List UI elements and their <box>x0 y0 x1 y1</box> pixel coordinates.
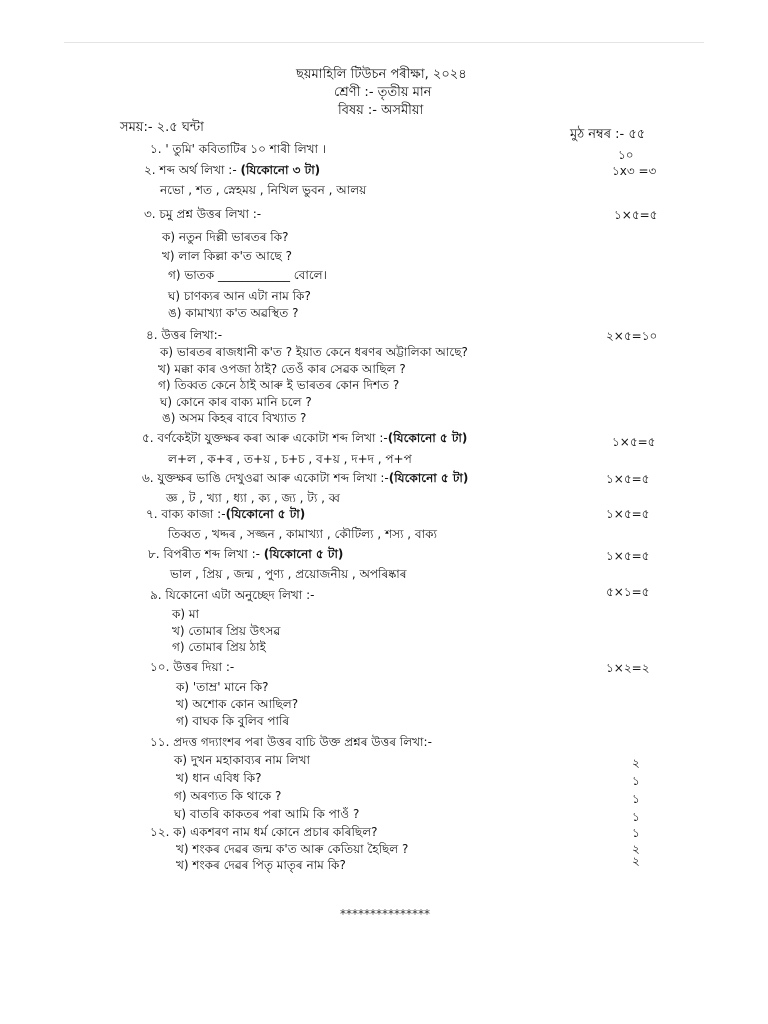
question-10: ১০. উত্তৰ দিয়া :- <box>150 660 235 674</box>
question-2-text: ২. শব্দ অৰ্থ লিখা :- <box>144 163 241 177</box>
question-9: ৯. যিকোনো এটা অনুচ্ছেদ লিখা :- <box>150 588 315 602</box>
question-5-text: ৫. বৰ্ণকেইটা যুক্তক্ষৰ কৰা আৰু একোটা শব্দ লিখা :- <box>142 431 388 445</box>
question-5-words: ল+ল , ক+ৰ , ত+য় , চ+চ , ব+য় , দ+দ , প+প <box>168 452 412 466</box>
question-8 <box>148 547 343 561</box>
question-1-marks: ১০ <box>618 148 634 162</box>
question-6 <box>142 471 468 485</box>
question-6-choice: (যিকোনো ৫ টা) <box>388 471 469 485</box>
question-4-item: খ) মক্কা কাৰ ওপজা ঠাই? তেওঁ কাৰ সেৱক আছিল ? <box>158 362 406 376</box>
question-12-item-mark: ১ <box>632 826 640 840</box>
question-7-words: তিব্বত , খদ্দৰ , সজ্জন , কামাখ্যা , কৌটিল্য , শস্য , বাক্য <box>168 527 437 541</box>
question-7-text: ৭. বাক্য কাজা :- <box>146 507 226 521</box>
question-11-item-mark: ১ <box>632 792 640 806</box>
question-7 <box>146 507 305 521</box>
question-6-text: ৬. যুক্তক্ষৰ ভাঙি দেখুওৱা আৰু একোটা শব্দ লিখা :- <box>142 471 389 485</box>
question-3: ৩. চমু প্ৰশ্ন উত্তৰ লিখা :- <box>144 207 262 221</box>
question-7-choice: (যিকোনো ৫ টা) <box>225 507 306 521</box>
question-4-item: ঘ) কোনে কাৰ বাক্য মানি চলে ? <box>160 395 312 409</box>
question-11-item: ক) দুখন মহাকাব্যৰ নাম লিখা <box>174 753 310 767</box>
question-8-words: ভাল , প্ৰিয় , জন্ম , পুণ্য , প্ৰয়োজনীয় , অপৰিষ্কাৰ <box>170 567 407 581</box>
question-4-marks: ২×৫=১০ <box>606 329 658 343</box>
question-3-item: গ) ভাতক ____________ বোলে। <box>168 268 327 282</box>
end-stars: *************** <box>340 907 430 921</box>
question-8-choice: (যিকোনো ৫ টা) <box>263 547 344 561</box>
question-7-marks: ১×৫=৫ <box>606 507 650 521</box>
question-11-item: গ) অৰণ্যত কি থাকে ? <box>174 789 282 803</box>
question-5-choice: (যিকোনো ৫ টা) <box>387 431 468 445</box>
question-4-item: ঙ) অসম কিহৰ বাবে বিখ্যাত ? <box>162 411 307 425</box>
question-12-item: ১২. ক) একশৰণ নাম ধৰ্ম কোনে প্ৰচাৰ কৰিছিল? <box>150 825 378 839</box>
subject-line: বিষয় :- অসমীয়া <box>338 103 424 118</box>
question-9-item: ক) মা <box>172 607 200 621</box>
question-12-item-mark: ২ <box>632 842 640 856</box>
question-3-item: খ) লাল কিল্লা ক'ত আছে ? <box>162 249 292 263</box>
question-3-item: ক) নতুন দিল্লী ভাৰতৰ কি? <box>162 230 289 244</box>
question-10-item: গ) বাঘক কি বুলিব পাৰি <box>176 714 290 728</box>
question-2-choice: (যিকোনো ৩ টা) <box>240 163 321 177</box>
question-8-text: ৮. বিপৰীত শব্দ লিখা :- <box>148 547 264 561</box>
question-9-item: গ) তোমাৰ প্ৰিয় ঠাই <box>172 640 266 654</box>
question-2 <box>144 163 320 177</box>
question-10-item: খ) অশোক কোন আছিল? <box>176 697 299 711</box>
question-11: ১১. প্ৰদত্ত গদ্যাংশৰ পৰা উত্তৰ বাচি উক্ত প্ৰশ্নৰ উত্তৰ লিখা:- <box>150 735 432 749</box>
total-marks: মুঠ নম্বৰ :- ৫৫ <box>570 127 646 142</box>
question-2-words: নভো , শত , স্নেহময় , নিখিল ভুবন , আলয় <box>160 183 367 197</box>
question-8-marks: ১×৫=৫ <box>606 549 650 563</box>
question-4-item: ক) ভাৰতৰ ৰাজধানী ক'ত ? ইয়াত কেনে ধৰণৰ অট্টালিকা আছে? <box>160 345 468 359</box>
question-9-marks: ৫×১=৫ <box>606 585 650 599</box>
question-12-item-mark: ২ <box>632 854 640 868</box>
question-5 <box>142 431 467 445</box>
class-line: শ্ৰেণী :- তৃতীয় মান <box>334 85 432 100</box>
question-6-words: জ্ঞ , ট , খ্যা , ধ্যা , ক্য , জ্য , ট্য , ব্ব <box>166 491 340 505</box>
question-1: ১. ' তুমি' কবিতাটিৰ ১০ শাৰী লিখা । <box>150 142 327 156</box>
question-11-item-mark: ১ <box>632 810 640 824</box>
question-4-item: গ) তিব্বত কেনে ঠাই আৰু ই ভাৰতৰ কোন দিশত ? <box>158 378 400 392</box>
question-6-marks: ১×৫=৫ <box>606 472 650 486</box>
question-11-item: খ) ধান এবিধ কি? <box>176 771 262 785</box>
question-3-marks: ১×৫=৫ <box>614 208 658 222</box>
exam-title: ছয়মাহিলি টিউচন পৰীক্ষা, ২০২৪ <box>296 67 467 82</box>
question-3-item: ঘ) চাণক্যৰ আন এটা নাম কি? <box>168 289 311 303</box>
question-10-item: ক) 'তাম্ৰ' মানে কি? <box>176 680 269 694</box>
question-11-item-mark: ১ <box>632 774 640 788</box>
question-11-item: ঘ) বাতৰি কাকতৰ পৰা আমি কি পাওঁ ? <box>174 807 360 821</box>
question-3-item: ঙ) কামাখ্যা ক'ত অৱস্থিত ? <box>168 306 299 320</box>
question-12-item: খ) শংকৰ দেৱৰ পিতৃ মাতৃৰ নাম কি? <box>176 858 346 872</box>
question-10-marks: ১×২=২ <box>606 661 650 675</box>
question-11-item-mark: ২ <box>632 756 640 770</box>
question-4: ৪. উত্তৰ লিখা:- <box>146 328 223 342</box>
question-9-item: খ) তোমাৰ প্ৰিয় উৎসৱ <box>172 624 281 638</box>
time-line: সময়:- ২.৫ ঘন্টা <box>120 120 204 135</box>
question-2-marks: ১x৩ =৩ <box>612 164 657 178</box>
question-12-item: খ) শংকৰ দেৱৰ জন্ম ক'ত আৰু কেতিয়া হৈছিল ? <box>176 842 409 856</box>
question-5-marks: ১×৫=৫ <box>612 435 656 449</box>
